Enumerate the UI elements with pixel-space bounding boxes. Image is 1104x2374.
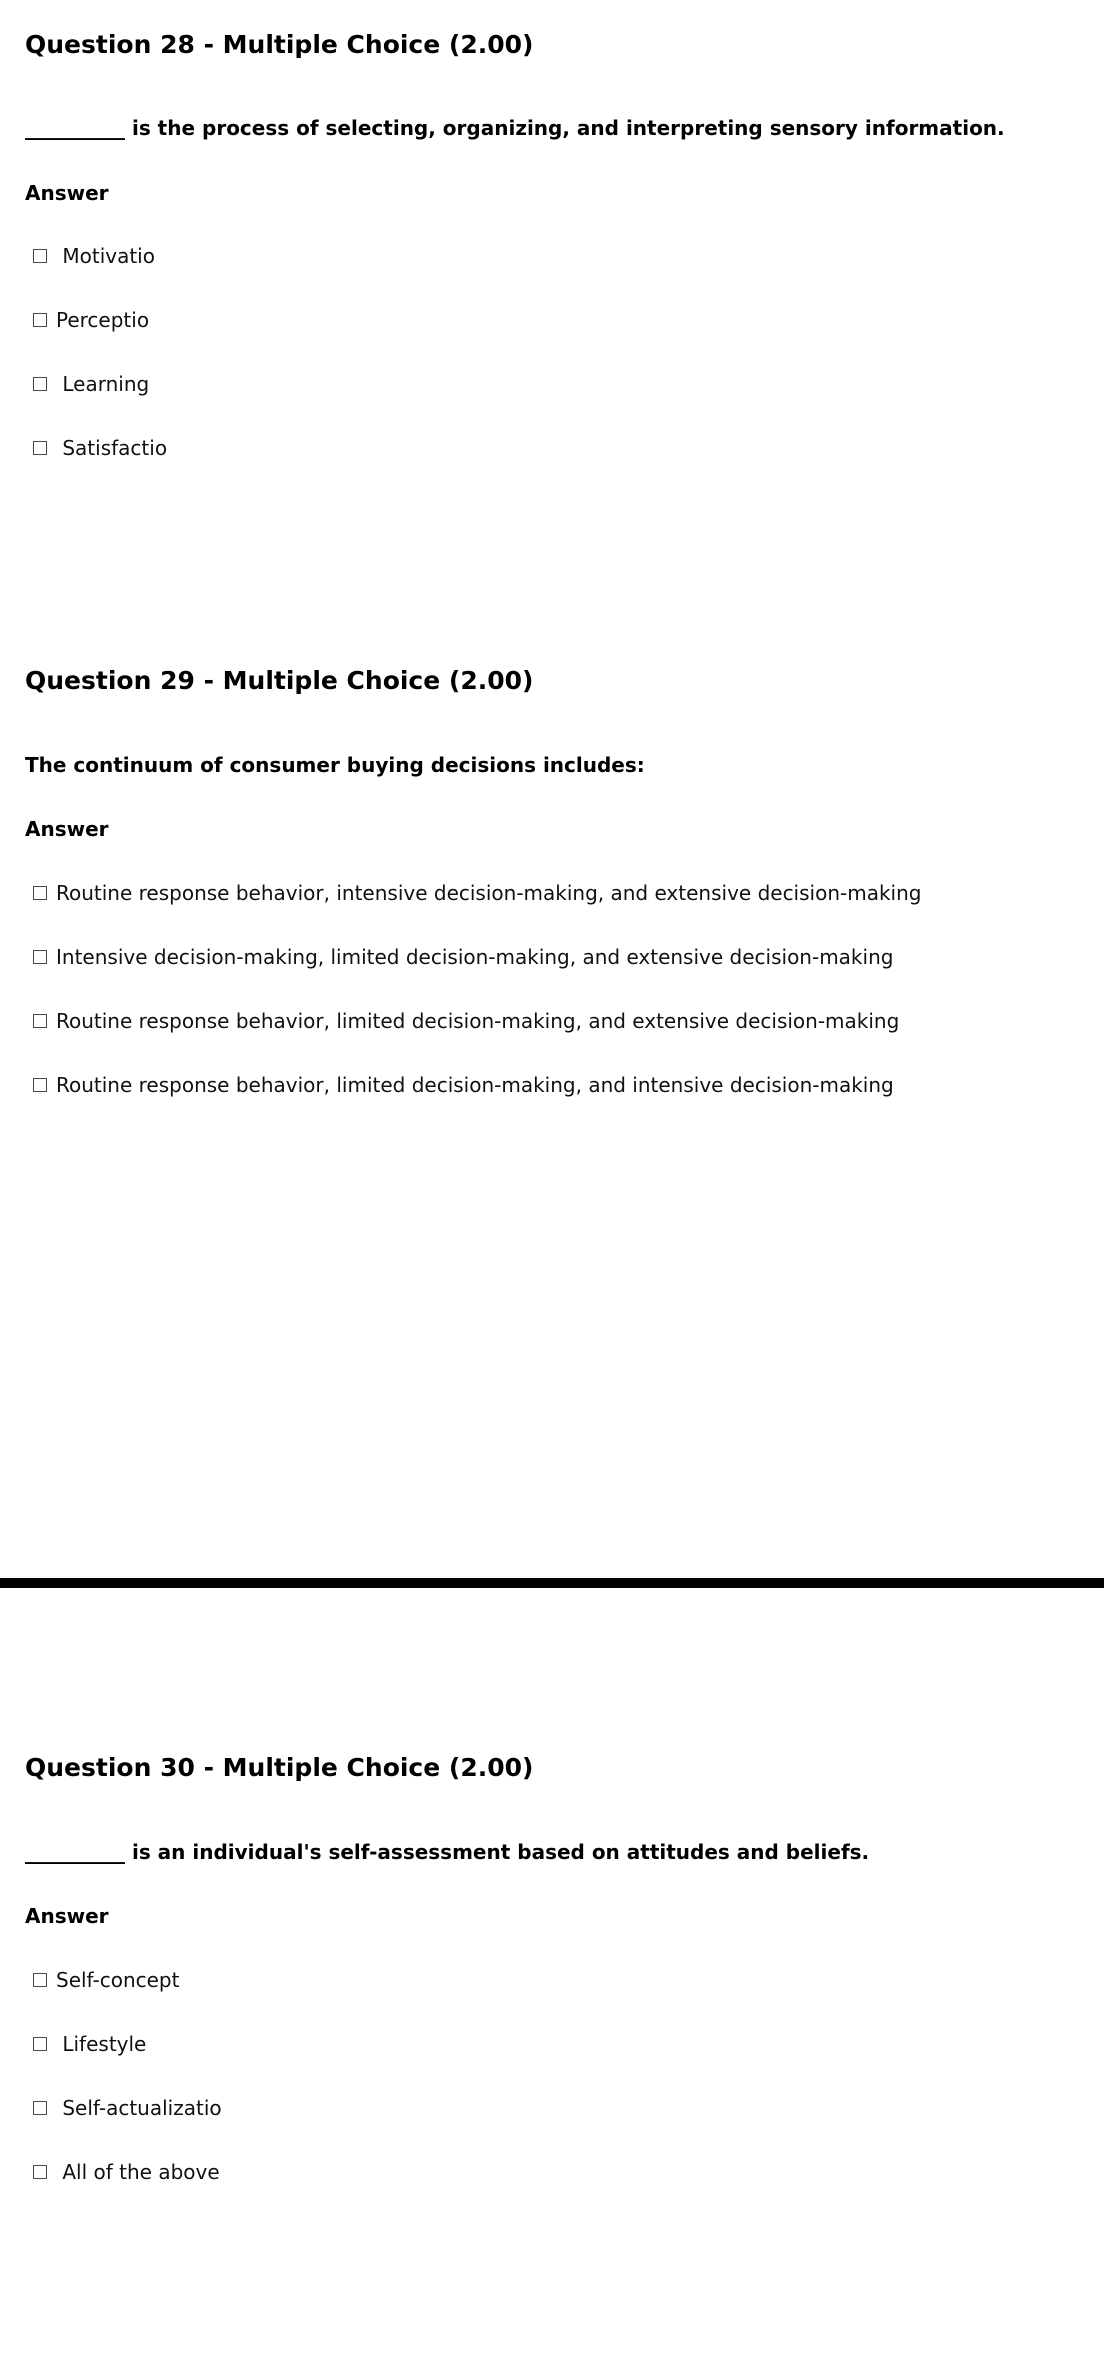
option-b[interactable] [33,945,893,969]
option-label: Motivatio [56,244,155,268]
option-all-of-the-above[interactable] [33,2160,220,2184]
answer-label: Answer [25,817,109,841]
option-label: Satisfactio [56,436,168,460]
checkbox-icon[interactable] [33,886,47,900]
checkbox-icon[interactable] [33,441,47,455]
checkbox-icon[interactable] [33,2165,47,2179]
page-break-divider [0,1578,1104,1588]
option-lifestyle[interactable] [33,2032,146,2056]
option-motivation[interactable] [33,244,155,268]
checkbox-icon[interactable] [33,313,47,327]
option-label: All of the above [56,2160,220,2184]
option-c[interactable] [33,1009,899,1033]
checkbox-icon[interactable] [33,1973,47,1987]
option-perception[interactable] [33,308,149,332]
checkbox-icon[interactable] [33,950,47,964]
checkbox-icon[interactable] [33,1014,47,1028]
checkbox-icon[interactable] [33,1078,47,1092]
option-label: Routine response behavior, limited decision-making, and extensive decision-making [56,1009,900,1033]
option-label: Self-concept [56,1968,180,1992]
option-learning[interactable] [33,372,149,396]
question-text: __________ is the process of selecting, organizing, and interpreting sensory information. [25,116,1005,140]
answer-label: Answer [25,181,109,205]
option-label: Intensive decision-making, limited decision-making, and extensive decision-making [56,945,894,969]
question-title: Question 29 - Multiple Choice (2.00) [25,666,534,695]
question-title: Question 30 - Multiple Choice (2.00) [25,1753,534,1782]
option-self-actualization[interactable] [33,2096,222,2120]
checkbox-icon[interactable] [33,2037,47,2051]
option-label: Routine response behavior, limited decision-making, and intensive decision-making [56,1073,894,1097]
option-label: Perceptio [56,308,150,332]
checkbox-icon[interactable] [33,249,47,263]
option-label: Lifestyle [56,2032,147,2056]
option-label: Routine response behavior, intensive decision-making, and extensive decision-making [56,881,922,905]
option-d[interactable] [33,1073,894,1097]
question-title: Question 28 - Multiple Choice (2.00) [25,30,534,59]
option-self-concept[interactable] [33,1968,179,1992]
checkbox-icon[interactable] [33,2101,47,2115]
checkbox-icon[interactable] [33,377,47,391]
option-label: Learning [56,372,150,396]
question-text: The continuum of consumer buying decisions includes: [25,753,645,777]
option-a[interactable] [33,881,921,905]
option-label: Self-actualizatio [56,2096,222,2120]
answer-label: Answer [25,1904,109,1928]
option-satisfaction[interactable] [33,436,167,460]
question-text: __________ is an individual's self-assessment based on attitudes and beliefs. [25,1840,870,1864]
